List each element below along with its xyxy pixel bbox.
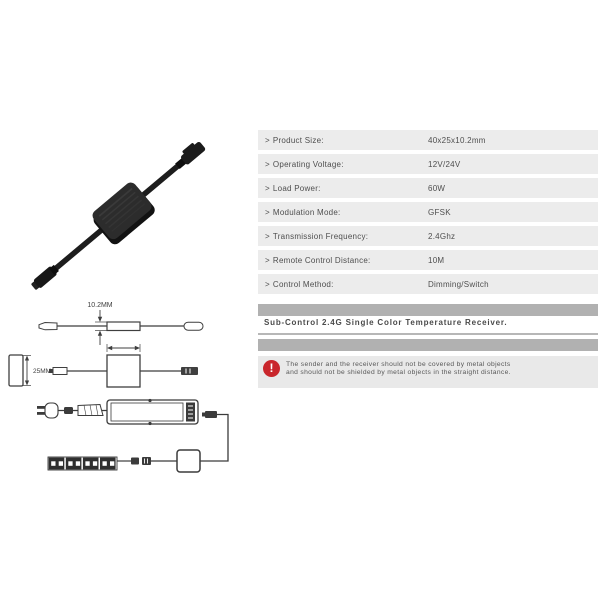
spec-label: Product Size:	[272, 135, 324, 145]
width-dimension-label: 25MM	[33, 368, 52, 375]
spec-value: GFSK	[428, 207, 451, 217]
cable-bead-graphic	[64, 407, 73, 414]
divider-bar-top	[258, 304, 598, 316]
divider-bar-bottom	[258, 339, 598, 351]
spec-row-modulation-mode	[258, 202, 598, 222]
spec-row-operating-voltage	[258, 154, 598, 174]
row-prefix: >	[265, 183, 270, 193]
spec-label: Transmission Frequency:	[272, 231, 369, 241]
row-prefix: >	[265, 255, 270, 265]
spec-value: Dimming/Switch	[428, 279, 489, 289]
wiring-diagram	[0, 395, 250, 505]
power-plug-graphic	[37, 403, 58, 418]
top-view-graphic	[49, 344, 198, 387]
receiver-unit-graphic	[177, 450, 200, 472]
spec-label: Load Power:	[272, 183, 321, 193]
spec-value: 2.4Ghz	[428, 231, 456, 241]
spec-label: Modulation Mode:	[272, 207, 341, 217]
spec-label: Operating Voltage:	[272, 159, 344, 169]
spec-row-remote-control-distance	[258, 250, 598, 270]
spec-row-control-method	[258, 274, 598, 294]
row-prefix: >	[265, 159, 270, 169]
row-prefix: >	[265, 207, 270, 217]
spec-value: 60W	[428, 183, 446, 193]
spec-label: Remote Control Distance:	[272, 255, 371, 265]
warning-text	[286, 361, 511, 379]
warning-note	[258, 356, 598, 388]
strip-plug-graphic	[142, 457, 151, 465]
spec-table	[258, 130, 598, 298]
divider-line	[258, 333, 598, 335]
dc-output-connector-graphic	[205, 411, 217, 418]
spec-label: Control Method:	[272, 279, 334, 289]
warning-line-1: The sender and the receiver should not be covered by metal objects	[286, 360, 511, 368]
spec-value: 12V/24V	[428, 159, 461, 169]
row-prefix: >	[265, 279, 270, 289]
warning-line-2: and should not be shielded by metal objects in the straight distance.	[286, 369, 511, 377]
spec-value: 40x25x10.2mm	[428, 135, 486, 145]
row-prefix: >	[265, 231, 270, 241]
exclamation-glyph: !	[269, 361, 274, 375]
power-supply-graphic	[107, 399, 198, 425]
spec-row-load-power	[258, 178, 598, 198]
led-strip-graphic	[48, 457, 117, 470]
exclamation-circle-icon	[263, 360, 280, 377]
receiver-power-wire-graphic	[200, 415, 228, 462]
side-view-graphic	[39, 310, 203, 345]
row-prefix: >	[265, 135, 270, 145]
connector-left-graphic	[30, 264, 60, 292]
page-title: Sub-Control 2.4G Single Color Temperature Receiver.	[264, 318, 508, 327]
product-photo	[30, 120, 230, 295]
strip-connector-graphic	[131, 458, 139, 465]
height-dimension-label: 10.2MM	[87, 302, 113, 309]
dimension-diagram	[0, 290, 250, 395]
end-view-graphic	[9, 355, 31, 386]
spec-row-transmission-frequency	[258, 226, 598, 246]
spec-row-product-size	[258, 130, 598, 150]
connector-right-graphic	[172, 139, 206, 171]
spec-value: 10M	[428, 255, 445, 265]
